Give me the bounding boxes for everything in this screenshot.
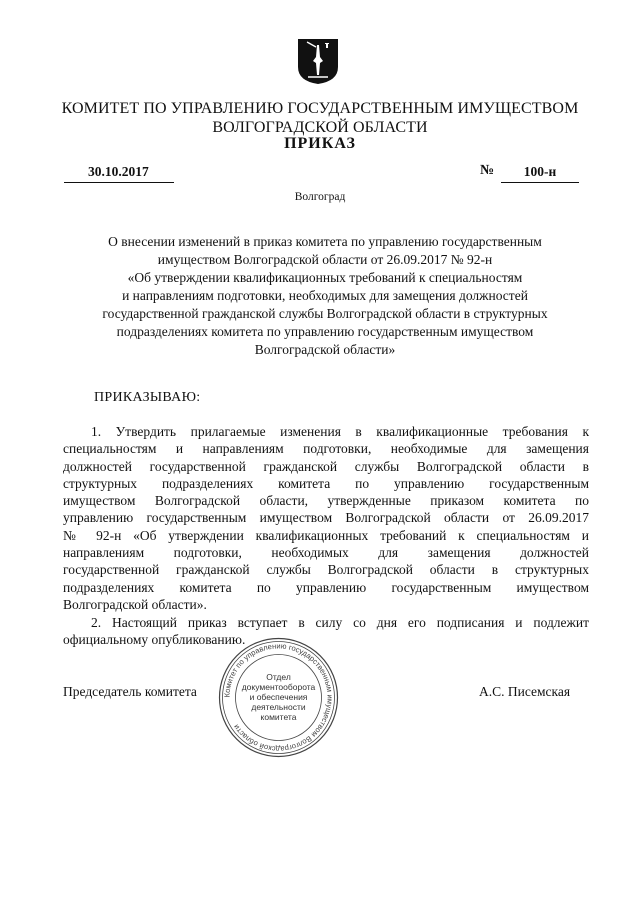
subject-line: и направлениям подготовки, необходимых для замещения должностей xyxy=(122,288,528,303)
subject-line: государственной гражданской службы Волгоградской области в структурных xyxy=(102,306,548,321)
signatory-name: А.С. Писемская xyxy=(479,684,571,699)
subject-line: О внесении изменений в приказ комитета по управлению государственным xyxy=(108,234,542,249)
paragraph-line: специальностям и направлениям подготовки, необходимые для замещения xyxy=(63,441,589,457)
document-date xyxy=(64,164,174,183)
stamp-line: и обеспечения xyxy=(249,692,308,702)
paragraph-line: структурных подразделениях комитета по управлению государственным xyxy=(63,475,589,491)
stamp-line: комитета xyxy=(260,712,297,722)
stamp-line: Отдел xyxy=(266,672,291,682)
subject-line: «Об утверждении квалификационных требований к специальностям xyxy=(127,270,523,285)
paragraph-1 xyxy=(63,423,589,613)
document-type: ПРИКАЗ xyxy=(284,135,356,152)
document-stamp xyxy=(217,636,340,759)
stamp-inner-text xyxy=(233,672,324,722)
signatory-role: Председатель комитета xyxy=(63,684,197,699)
paragraph-line: направлениям подготовки, необходимых для замещения должностей xyxy=(63,545,589,561)
subject-line: подразделениях комитета по управлению государственным имуществом xyxy=(116,324,534,339)
paragraph-line: имуществом Волгоградской области, утвержденные приказом комитета по xyxy=(63,493,589,509)
paragraph-line: подразделениях комитета по управлению государственным имуществом xyxy=(63,579,589,595)
subject-line: Волгоградской области» xyxy=(254,342,396,357)
stamp-line: документооборота xyxy=(241,682,316,692)
paragraph-line: Волгоградской области». xyxy=(63,596,207,612)
document-date-value: 30.10.2017 xyxy=(88,164,149,179)
stamp-line: деятельности xyxy=(251,702,306,712)
paragraph-line: № 92-н «Об утверждении квалификационных требований к специальностям и xyxy=(63,527,589,543)
paragraph-line: официальному опубликованию. xyxy=(63,632,246,648)
org-name-line-1: КОМИТЕТ ПО УПРАВЛЕНИЮ ГОСУДАРСТВЕННЫМ ИМУЩЕСТВОМ xyxy=(61,100,579,117)
order-word: ПРИКАЗЫВАЮ: xyxy=(94,390,201,405)
paragraph-line: управлению государственным имуществом Волгоградской области от 26.09.2017 xyxy=(63,510,589,526)
number-sign: № xyxy=(480,163,495,178)
subject-line: имуществом Волгоградской области от 26.09.2017 № 92-н xyxy=(157,252,493,267)
stamp-ring-text: Комитет по управлению государственным имуществом Волгоградской области xyxy=(222,641,335,754)
paragraph-line: должностей государственной гражданской службы Волгоградской области в xyxy=(63,458,589,474)
volgograd-coat-of-arms-icon xyxy=(296,37,340,85)
paragraph-line: государственной гражданской службы Волгоградской области в структурных xyxy=(63,562,589,578)
paragraph-line: 2. Настоящий приказ вступает в силу со дня его подписания и подлежит xyxy=(91,615,589,630)
document-number: 100-н xyxy=(501,164,579,183)
org-name-line-2: ВОЛГОГРАДСКОЙ ОБЛАСТИ xyxy=(212,119,428,136)
document-city: Волгоград xyxy=(294,191,346,203)
document-subject xyxy=(60,233,590,359)
paragraph-line: 1. Утвердить прилагаемые изменения в квалификационные требования к xyxy=(91,424,589,439)
